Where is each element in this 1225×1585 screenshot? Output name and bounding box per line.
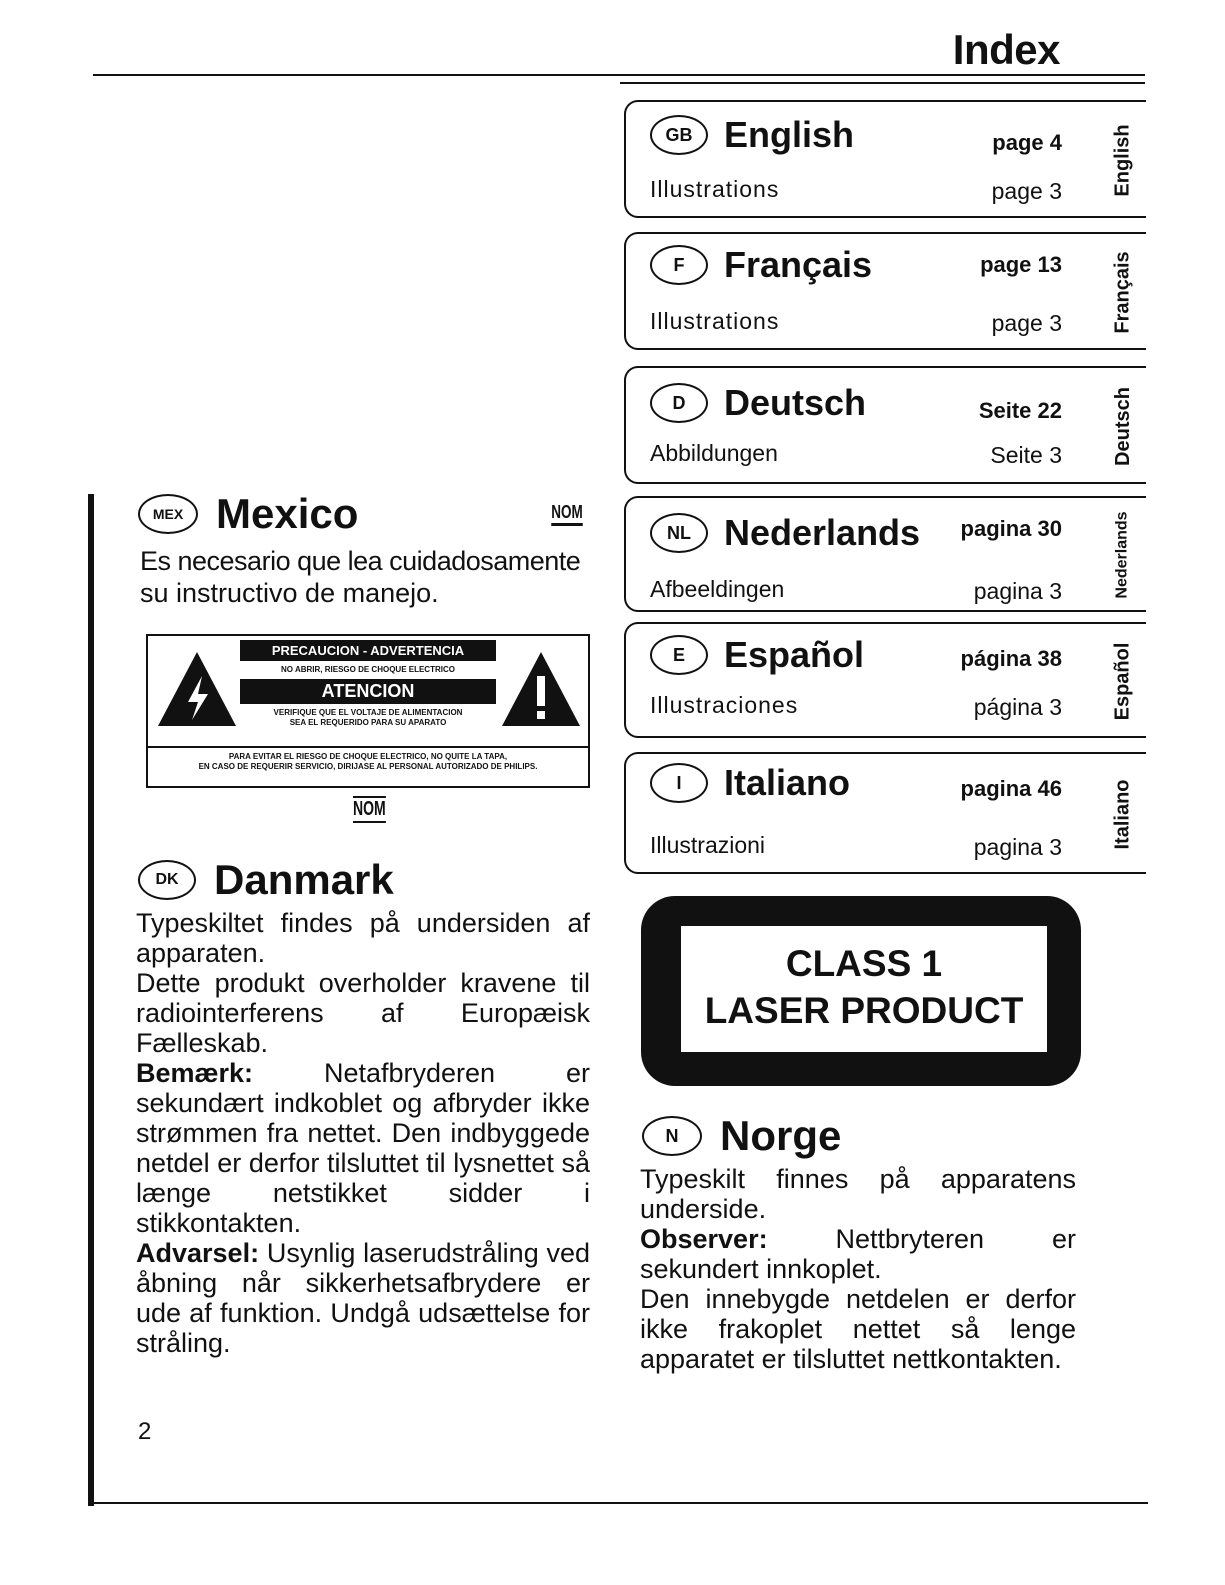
- i-badge-icon: I: [650, 763, 708, 803]
- lang-name: Español: [724, 634, 865, 675]
- dk-badge-icon: DK: [138, 860, 196, 900]
- lang-box-deutsch[interactable]: [624, 366, 1146, 484]
- warning-bottom-2: EN CASO DE REQUERIR SERVICIO, DIRIJASE AL PERSONAL AUTORIZADO DE PHILIPS.: [198, 762, 538, 771]
- danmark-p4-label: Advarsel:: [136, 1238, 260, 1268]
- norge-p2-label: Observer:: [640, 1224, 768, 1254]
- lang-name: Français: [724, 244, 873, 285]
- lang-tab-nederlands[interactable]: Nederlands: [1114, 511, 1132, 599]
- norge-p3: Den innebygde netdelen er derfor ikke frakoplet nettet så lenge apparatet er tilsluttet nettkontakten.: [640, 1284, 1076, 1374]
- warning-line-1: NO ABRIR, RIESGO DE CHOQUE ELECTRICO: [281, 665, 455, 674]
- lang-page: page 4: [992, 130, 1062, 155]
- lightning-warning-icon: [156, 650, 238, 728]
- lang-ill-label: Illustraciones: [650, 692, 799, 718]
- e-badge-icon: E: [650, 635, 708, 675]
- lang-ill-label: Illustrations: [650, 308, 780, 334]
- mexico-heading: [138, 490, 358, 538]
- lang-page: pagina 46: [960, 776, 1062, 801]
- lang-ill-label: Illustrazioni: [650, 832, 766, 858]
- lang-name: Nederlands: [724, 512, 921, 553]
- page-number: 2: [138, 1418, 152, 1445]
- lang-ill-page: Seite 3: [990, 442, 1062, 468]
- norge-heading: [642, 1112, 841, 1160]
- lang-page: página 38: [960, 646, 1062, 671]
- lang-page: page 13: [980, 252, 1062, 277]
- lang-ill-page: pagina 3: [973, 578, 1062, 604]
- lang-ill-label: Afbeeldingen: [650, 576, 785, 602]
- lang-box-espanol[interactable]: [624, 622, 1146, 738]
- nl-badge-icon: NL: [650, 513, 708, 553]
- lang-name: English: [724, 114, 855, 155]
- mex-badge-icon: MEX: [138, 494, 198, 534]
- lang-box-francais[interactable]: [624, 232, 1146, 350]
- lang-ill-page: page 3: [991, 310, 1062, 336]
- lang-ill-label: Abbildungen: [650, 440, 778, 466]
- warning-line-2: VERIFIQUE QUE EL VOLTAJE DE ALIMENTACION: [273, 708, 463, 717]
- lang-name: Deutsch: [724, 382, 867, 423]
- norge-p2: Nettbryteren er sekundert innkoplet.: [640, 1224, 1076, 1284]
- danmark-heading: [138, 856, 394, 904]
- lang-name: Italiano: [724, 762, 851, 803]
- laser-line-1: CLASS 1: [785, 943, 943, 984]
- gb-badge-icon: GB: [650, 115, 708, 155]
- danmark-body: [136, 908, 590, 1358]
- lang-tab-francais[interactable]: Français: [1111, 250, 1134, 334]
- laser-product-label: [641, 896, 1081, 1086]
- exclamation-warning-icon: [500, 650, 582, 728]
- margin-bar: [88, 494, 94, 1506]
- nom-logo: NOM: [551, 502, 583, 526]
- f-badge-icon: F: [650, 245, 708, 285]
- d-badge-icon: D: [650, 383, 708, 423]
- header-rule-2: [620, 82, 1145, 84]
- warning-band-2: ATENCION: [240, 679, 496, 704]
- n-badge-icon: N: [642, 1116, 702, 1156]
- warning-line-3: SEA EL REQUERIDO PARA SU APARATO: [289, 718, 447, 727]
- norge-body: [640, 1164, 1076, 1374]
- lang-ill-label: Illustrations: [650, 176, 780, 202]
- footer-rule: [88, 1502, 1148, 1504]
- danmark-p2: Dette produkt overholder kravene til radiointerferens af Europæisk Fælleskab.: [136, 968, 590, 1058]
- danmark-title: Danmark: [214, 856, 394, 903]
- lang-tab-italiano[interactable]: Italiano: [1111, 778, 1134, 850]
- lang-page: pagina 30: [960, 516, 1062, 541]
- lang-ill-page: page 3: [991, 178, 1062, 204]
- norge-title: Norge: [720, 1112, 842, 1159]
- warning-bottom-1: PARA EVITAR EL RIESGO DE CHOQUE ELECTRICO, NO QUITE LA TAPA,: [228, 752, 508, 761]
- warning-band-1: PRECAUCION - ADVERTENCIA: [240, 640, 496, 661]
- page-title: Index: [952, 26, 1060, 73]
- lang-box-nederlands[interactable]: [624, 496, 1146, 612]
- nom-logo-2: NOM: [353, 796, 386, 823]
- lang-page: Seite 22: [978, 398, 1062, 423]
- danmark-p3-label: Bemærk:: [136, 1058, 254, 1088]
- laser-line-2: LASER PRODUCT: [704, 990, 1024, 1031]
- lang-tab-espanol[interactable]: Español: [1111, 642, 1134, 720]
- lang-box-english[interactable]: [624, 100, 1146, 218]
- header-rule: [93, 74, 1145, 76]
- danmark-p3: Netafbryderen er sekundært indkoblet og afbryder ikke strømmen fra nettet. Den indbyggede netdel er derfor tilsluttet til lysnettet så længe netstikket sidder i stikkontakten.: [136, 1058, 590, 1238]
- danmark-p4: Usynlig laserudstråling ved åbning når sikkerhetsafbrydere er ude af funktion. Undgå udsættelse for stråling.: [136, 1238, 590, 1358]
- mexico-text-2: su instructivo de manejo.: [140, 578, 439, 608]
- lang-tab-deutsch[interactable]: Deutsch: [1111, 386, 1134, 466]
- mexico-title: Mexico: [216, 490, 359, 537]
- lang-tab-english[interactable]: English: [1111, 123, 1134, 197]
- lang-box-italiano[interactable]: [624, 752, 1146, 874]
- danmark-p1: Typeskiltet findes på undersiden af apparaten.: [136, 908, 590, 968]
- lang-ill-page: pagina 3: [973, 834, 1062, 860]
- warning-label: [146, 634, 590, 788]
- mexico-text-1: Es necesario que lea cuidadosamente: [140, 546, 581, 576]
- lang-ill-page: página 3: [973, 694, 1062, 720]
- norge-p1: Typeskilt finnes på apparatens underside.: [640, 1164, 1076, 1224]
